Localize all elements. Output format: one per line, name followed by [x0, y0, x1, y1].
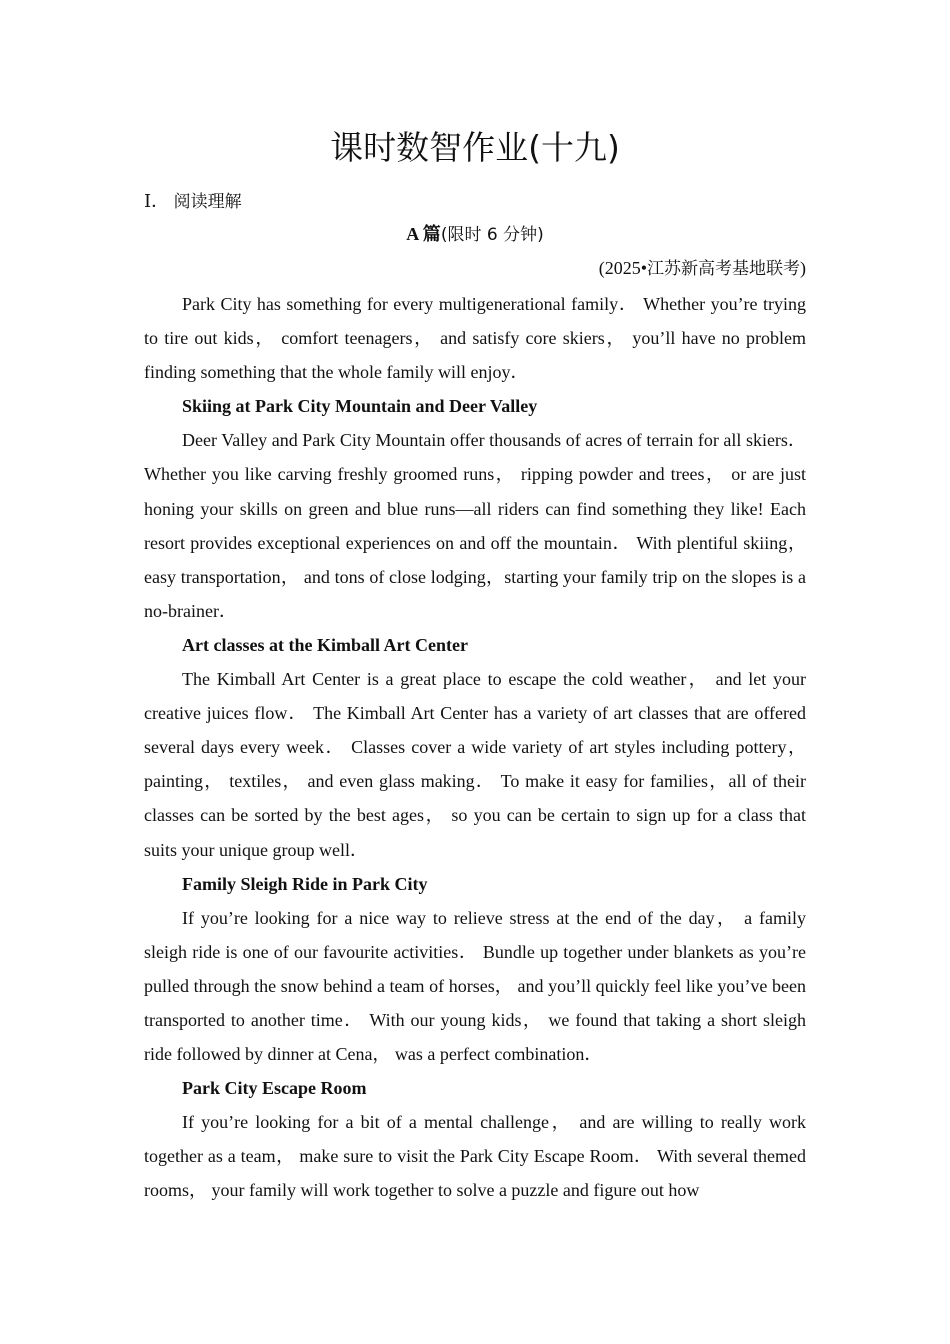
page-title: 课时数智作业(十九) — [330, 128, 620, 167]
source-prefix: (2025• — [598, 258, 647, 278]
section-label: 阅读理解 — [173, 192, 242, 212]
subheading-escape-room: Park City Escape Room — [182, 1078, 367, 1099]
passage-label — [144, 219, 806, 250]
passage-body — [144, 287, 806, 1208]
paragraph-skiing: Deer Valley and Park City Mountain offer thousands of acres of terrain for all skiers． Whether you like carving freshly groomed runs， ripping powder and trees， or are just honing your skills on green and blue runs—all riders can find something they like! Each resort provides exceptional experiences on and off the mountain． With plentiful skiing， easy transportation， and tons of close lodging，starting your family trip on the slopes is a no-brainer． — [144, 430, 806, 621]
paragraph-intro: Park City has something for every multigenerational family． Whether you’re trying to tire out kids， comfort teenagers， and satisfy core skiers， you’ll have no problem finding something that the whole family will enjoy． — [144, 294, 806, 383]
source-suffix: ) — [800, 258, 806, 278]
section-heading — [144, 186, 242, 217]
source-name: 江苏新高考基地联考 — [647, 259, 800, 279]
subheading-art-classes: Art classes at the Kimball Art Center — [182, 634, 468, 655]
paragraph-sleigh-ride: If you’re looking for a nice way to relieve stress at the end of the day， a family sleigh ride is one of our favourite activities． Bundle up together under blankets as you’re pulled through the snow behind a team of horses， and you’ll quickly feel like you’ve been transported to another time． With our young kids， we found that taking a short sleigh ride followed by dinner at Cena， was a perfect combination． — [144, 907, 806, 1065]
section-numeral: Ⅰ． — [144, 191, 170, 211]
paragraph-escape-room: If you’re looking for a bit of a mental challenge， and are willing to really work together as a team， make sure to visit the Park City Escape Room． With several themed rooms， your family will work together to solve a puzzle and figure out how — [144, 1112, 806, 1201]
subheading-sleigh-ride: Family Sleigh Ride in Park City — [182, 873, 428, 894]
subheading-skiing: Skiing at Park City Mountain and Deer Valley — [182, 396, 538, 417]
passage-source — [599, 253, 806, 284]
paragraph-art-classes: The Kimball Art Center is a great place to escape the cold weather， and let your creative juices flow． The Kimball Art Center has a variety of art classes that are offered several days every week． Classes cover a wide variety of art styles including pottery， painting， textiles， and even glass making． To make it easy for families，all of their classes can be sorted by the best ages， so you can be certain to sign up for a class that suits your unique group well． — [144, 669, 806, 860]
passage-time-note: (限时 6 分钟) — [440, 225, 544, 245]
passage-label-bold: A 篇 — [406, 224, 441, 244]
